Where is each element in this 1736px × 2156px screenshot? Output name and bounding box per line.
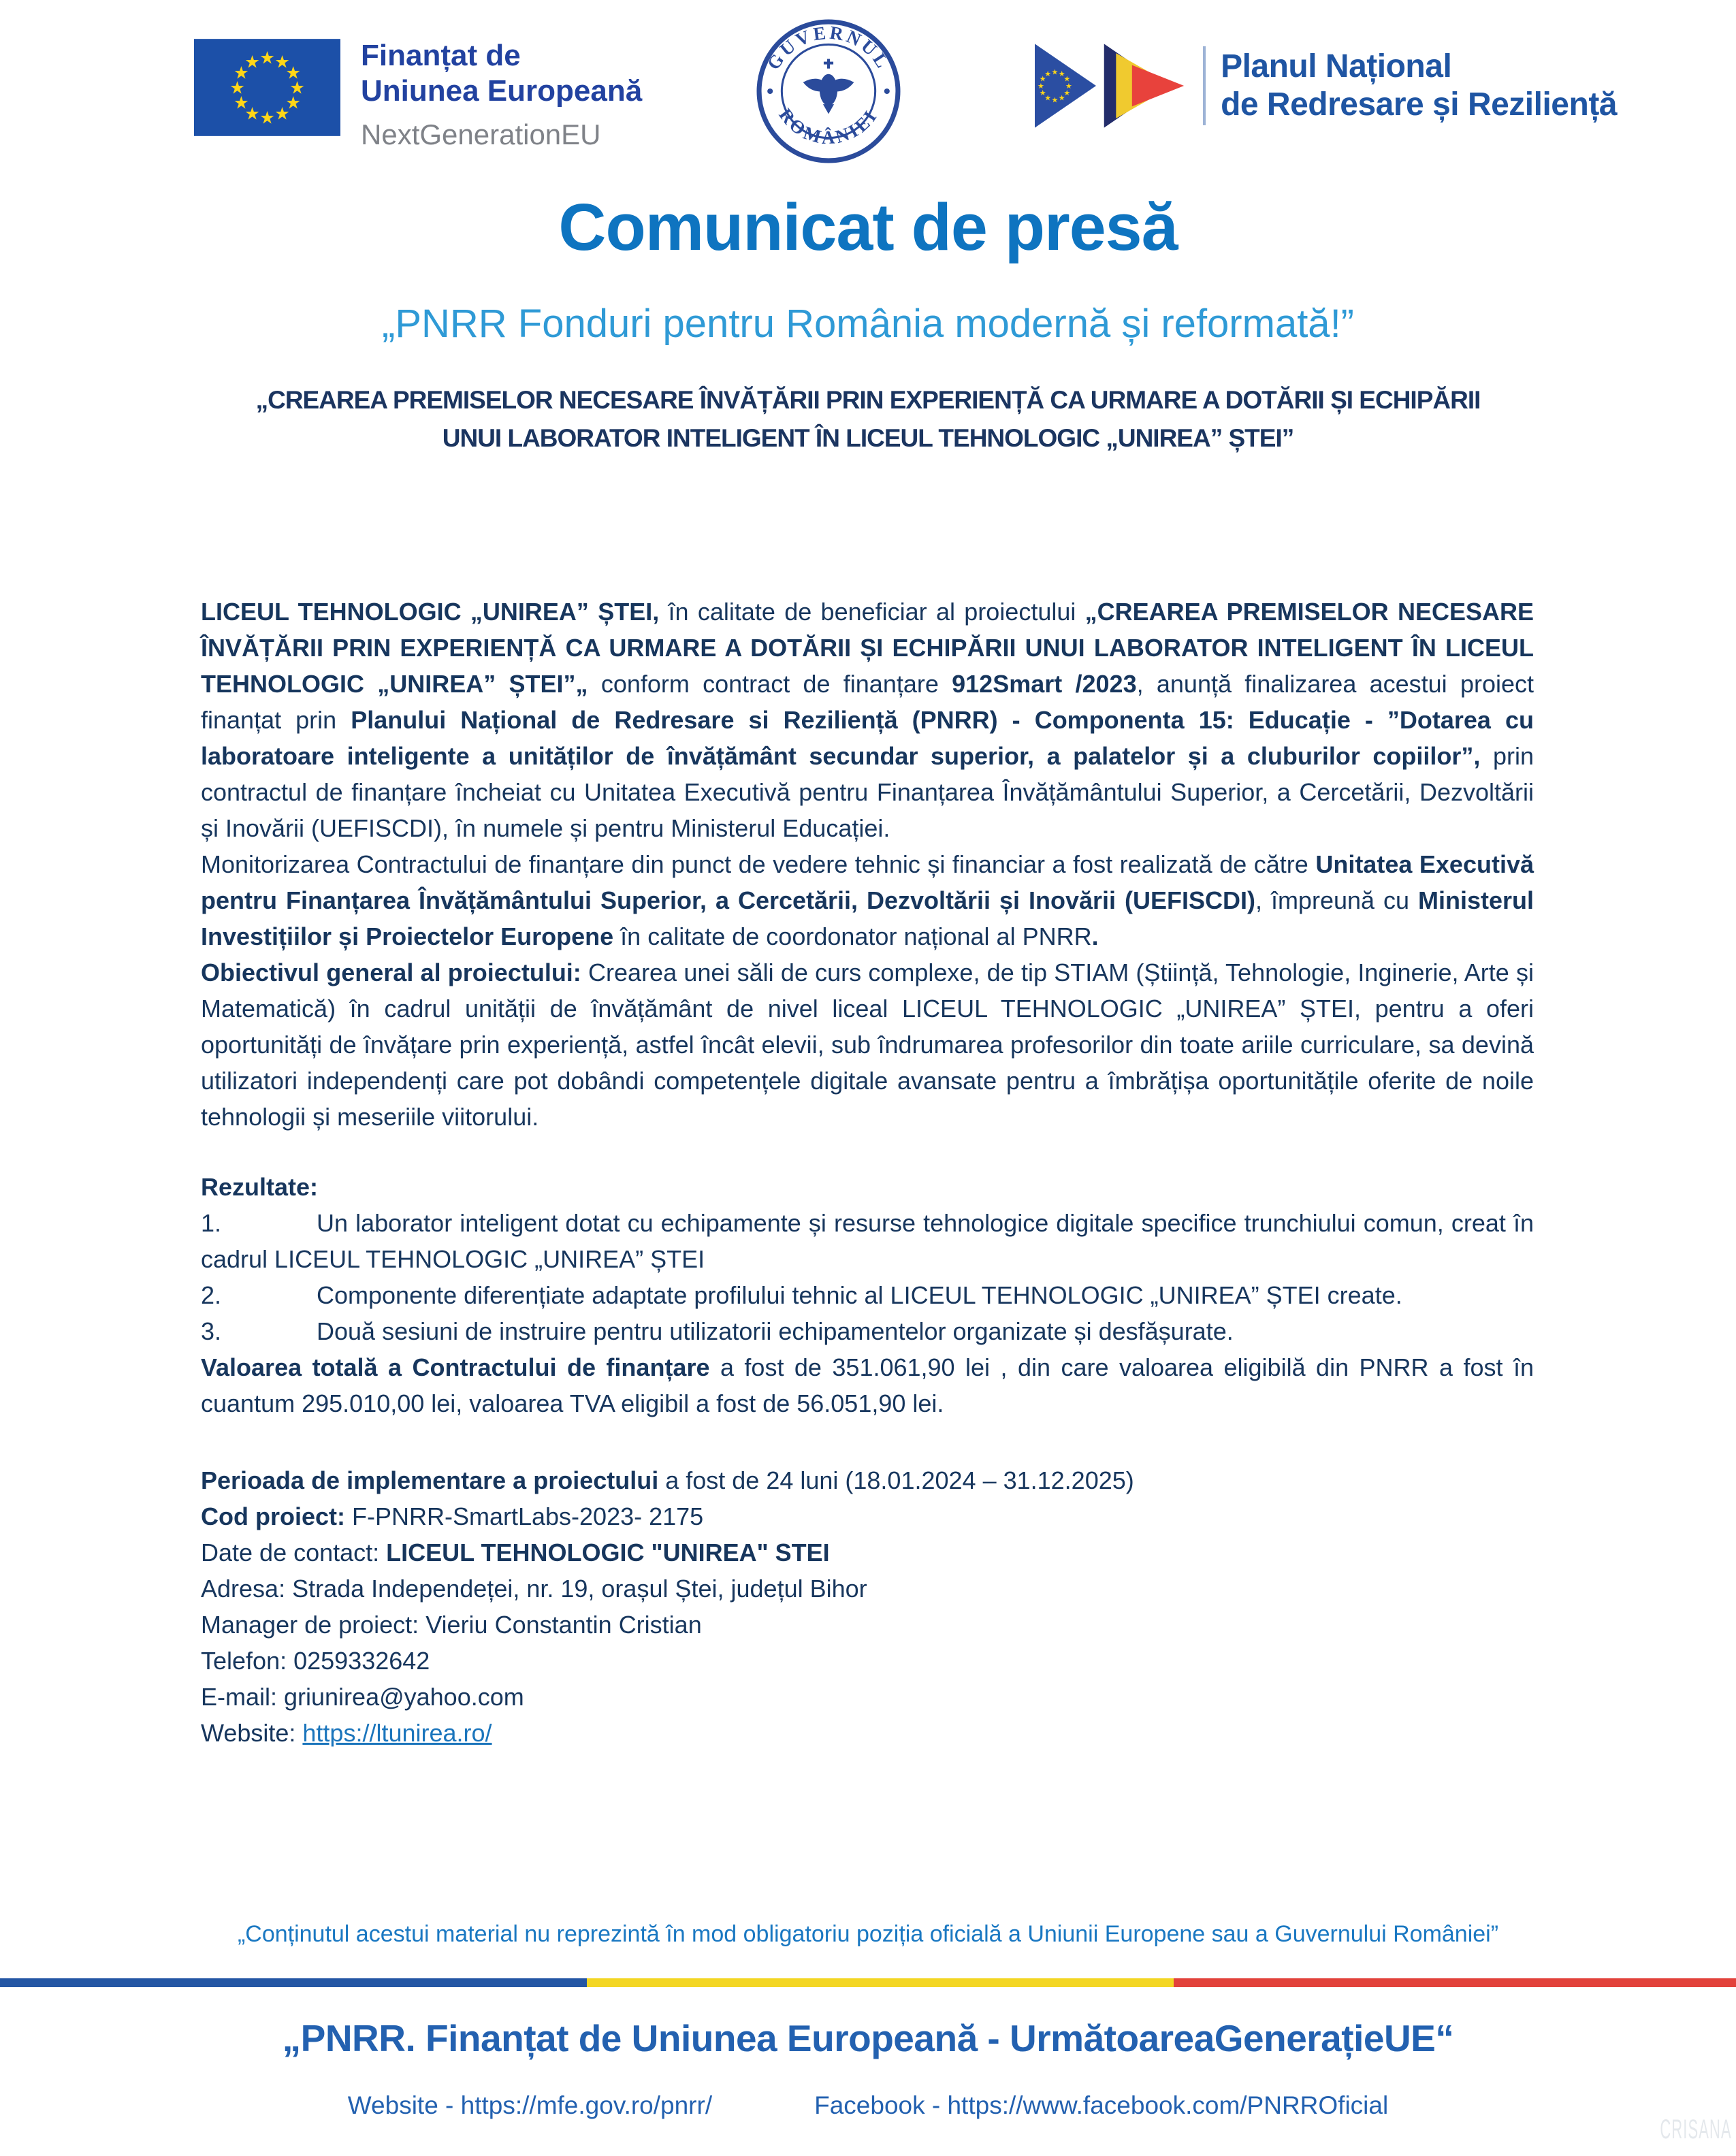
eu-logo-text	[361, 38, 642, 151]
paragraph-objective: Obiectivul general al proiectului: Crearea unei săli de curs complexe, de tip STIAM (Știință, Tehnologie, Inginerie, Arte și Matematică) în cadrul unității de învățământ de nivel liceal LICEUL TEHNOLOGIC „UNIREA” ȘTEI, pentru a oferi oportunități de învățare prin experiență, astfel încât elevii, sub îndrumarea profesorilor din toate ariile curriculare, sa devină utilizatori independenți care pot dobândi competențele digitale avansate pentru a îmbrățișa oportunitățile oferite de noile tehnologii și meseriile viitorului.	[201, 959, 1534, 1131]
stripe-yellow-segment	[587, 1978, 1174, 1987]
line-address: Adresa: Strada Independeței, nr. 19, orașul Ștei, județul Bihor	[201, 1575, 867, 1603]
svg-text:★: ★	[1065, 82, 1072, 91]
eu-funding-logo	[194, 38, 642, 151]
svg-text:★: ★	[1039, 89, 1046, 98]
svg-text:★: ★	[244, 52, 260, 72]
svg-text:★: ★	[259, 108, 275, 128]
svg-text:★: ★	[1051, 96, 1059, 105]
pnrr-arrows-icon	[1035, 42, 1188, 129]
line-phone: Telefon: 0259332642	[201, 1647, 430, 1675]
page-title: Comunicat de presă	[558, 190, 1178, 264]
body-content	[201, 594, 1534, 1751]
result-item-1-text: Un laborator inteligent dotat cu echipamente și resurse tehnologice digitale specifice trunchiului comun, creat în cadrul LICEUL TEHNOLOGIC „UNIREA” ȘTEI	[201, 1209, 1534, 1273]
pnrr-slogan: „PNRR. Finanțat de Uniunea Europeană - UrmătoareaGenerațieUE“	[282, 2017, 1454, 2059]
result-item-2	[201, 1277, 1534, 1313]
eagle-crest-icon	[767, 59, 890, 114]
footer-website-link[interactable]: Website - https://mfe.gov.ro/pnrr/	[347, 2091, 713, 2119]
svg-text:★: ★	[1039, 75, 1046, 84]
results-label: Rezultate:	[201, 1173, 319, 1201]
seal-top-text: GUVERNUL	[762, 22, 894, 74]
stripe-blue-segment	[0, 1978, 587, 1987]
eu-logo-line2: Uniunea Europeană	[361, 74, 643, 108]
svg-text:★: ★	[1044, 94, 1051, 103]
line-contact: Date de contact: LICEUL TEHNOLOGIC "UNIREA" STEI	[201, 1539, 830, 1566]
result-item-3-number: 3.	[201, 1317, 222, 1345]
project-headline	[0, 381, 1736, 457]
line-email: E-mail: griunirea@yahoo.com	[201, 1683, 524, 1711]
eu-logo-nextgen: NextGenerationEU	[361, 118, 601, 150]
svg-text:★: ★	[244, 104, 260, 124]
svg-text:★: ★	[1058, 94, 1065, 103]
subtitle: „PNRR Fonduri pentru România modernă și reformată!”	[382, 302, 1354, 346]
svg-text:★: ★	[274, 104, 290, 124]
pnrr-logo	[1035, 42, 1617, 129]
project-headline-line1: „CREAREA PREMISELOR NECESARE ÎNVĂȚĂRII PRIN EXPERIENȚĂ CA URMARE A DOTĂRII ȘI ECHIPĂRII	[255, 386, 1481, 414]
logo-header	[194, 19, 1617, 169]
line-manager: Manager de proiect: Vieriu Constantin Cristian	[201, 1611, 702, 1639]
result-item-2-text: Componente diferențiate adaptate profilului tehnic al LICEUL TEHNOLOGIC „UNIREA” ȘTEI create.	[317, 1281, 1402, 1309]
svg-text:★: ★	[289, 78, 305, 98]
svg-text:★: ★	[259, 48, 275, 68]
result-item-1	[201, 1205, 1534, 1277]
romanian-tricolor-stripe	[0, 1978, 1736, 1987]
svg-text:★: ★	[1044, 70, 1051, 79]
project-headline-line2: UNUI LABORATOR INTELIGENT ÎN LICEUL TEHNOLOGIC „UNIREA” ȘTEI”	[442, 424, 1294, 452]
pnrr-logo-divider	[1203, 46, 1206, 125]
svg-text:★: ★	[274, 52, 290, 72]
footer-facebook-link[interactable]: Facebook - https://www.facebook.com/PNRROficial	[814, 2091, 1389, 2119]
pnrr-logo-line1: Planul Național	[1221, 48, 1452, 84]
footer-links	[0, 2091, 1736, 2120]
stripe-red-segment	[1174, 1978, 1736, 1987]
svg-text:★: ★	[234, 93, 249, 113]
svg-text:★: ★	[1058, 70, 1065, 79]
paragraph-beneficiary: LICEUL TEHNOLOGIC „UNIREA” ȘTEI, în calitate de beneficiar al proiectului „CREAREA PREMISELOR NECESARE ÎNVĂȚĂRII PRIN EXPERIENȚĂ CA URMARE A DOTĂRII ȘI ECHIPĂRII UNUI LABORATOR INTELIGENT ÎN LICEUL TEHNOLOGIC „UNIREA” ȘTEI”„ conform contract de finanțare 912Smart /2023, anunță finalizarea acestui proiect finanțat prin Planului Național de Redresare si Reziliență (PNRR) - Componenta 15: Educație - ”Dotarea cu laboratoare inteligente a unităților de învățământ secundar superior, a palatelor și a cluburilor copiilor”, prin contractul de finanțare încheiat cu Unitatea Executivă pentru Finanțarea Învățământului Superior, a Cercetării, Dezvoltării și Inovării (UEFISCDI), în numele și pentru Ministerul Educației.	[201, 598, 1534, 842]
eu-flag-icon	[194, 38, 340, 137]
result-item-3-text: Două sesiuni de instruire pentru utilizatorii echipamentelor organizate și desfășurate.	[317, 1317, 1234, 1345]
svg-text:★: ★	[1038, 82, 1044, 91]
line-project-code: Cod proiect: F-PNRR-SmartLabs-2023- 2175	[201, 1502, 704, 1530]
pnrr-logo-text	[1221, 48, 1617, 124]
result-item-2-number: 2.	[201, 1281, 222, 1309]
result-item-3	[201, 1313, 1534, 1349]
result-item-1-number: 1.	[201, 1209, 222, 1237]
paragraph-monitoring: Monitorizarea Contractului de finanțare din punct de vedere tehnic și financiar a fost realizată de către Unitatea Executivă pentru Finanțarea Învățământului Superior, a Cercetării, Dezvoltării și Inovării (UEFISCDI), împreună cu Ministerul Investițiilor și Proiectelor Europene în calitate de coordonator național al PNRR.	[201, 850, 1534, 950]
svg-text:★: ★	[1063, 89, 1071, 98]
scan-watermark: CRISANA	[1660, 2114, 1732, 2144]
line-implementation-period: Perioada de implementare a proiectului a fost de 24 luni (18.01.2024 – 31.12.2025)	[201, 1466, 1134, 1494]
svg-text:★: ★	[229, 78, 245, 98]
eu-logo-line1: Finanțat de	[361, 39, 521, 72]
line-website	[201, 1715, 1534, 1751]
svg-text:★: ★	[1051, 68, 1059, 77]
svg-text:★: ★	[285, 93, 301, 113]
website-label: Website:	[201, 1719, 303, 1747]
svg-text:★: ★	[285, 63, 301, 83]
romanian-government-seal-icon	[756, 19, 901, 163]
disclaimer-text: „Conținutul acestui material nu reprezintă în mod obligatoriu poziția oficială a Uniunii Europene sau a Guvernului României”	[237, 1921, 1499, 1947]
svg-text:★: ★	[1063, 75, 1071, 84]
pnrr-logo-line2: de Redresare și Reziliență	[1221, 86, 1617, 123]
paragraph-total-value: Valoarea totală a Contractului de finanțare a fost de 351.061,90 lei , din care valoarea eligibilă din PNRR a fost în cuantum 295.010,00 lei, valoarea TVA eligibil a fost de 56.051,90 lei.	[201, 1353, 1534, 1417]
website-link[interactable]: https://ltunirea.ro/	[302, 1719, 492, 1747]
svg-text:★: ★	[234, 63, 249, 83]
seal-bottom-text: ROMÂNIEI	[774, 104, 882, 148]
